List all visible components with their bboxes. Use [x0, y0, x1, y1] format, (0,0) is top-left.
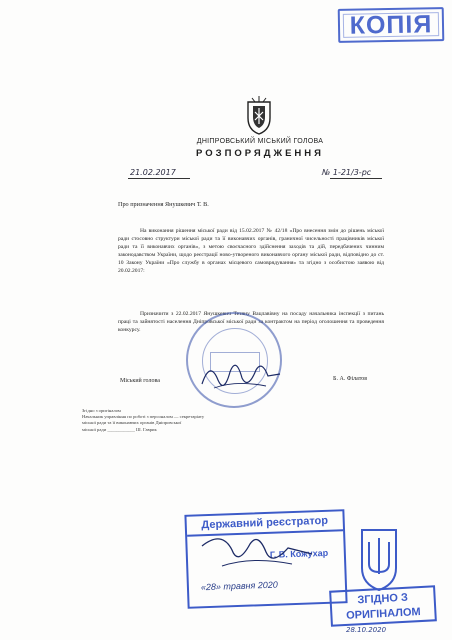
document-type: РОЗПОРЯДЖЕННЯ	[196, 148, 324, 159]
mayor-signature	[196, 350, 286, 400]
trident-icon	[356, 524, 402, 594]
registrar-signature	[192, 526, 342, 586]
copy-stamp: КОПІЯ	[338, 7, 445, 43]
order-subject: Про призначення Янушкевич Т. В.	[118, 201, 209, 208]
registrar-title: Державний реєстратор	[186, 511, 343, 536]
date-underline	[128, 178, 190, 179]
approval-line: міської ради та її виконавчих органів Дніпровської	[82, 420, 182, 426]
original-conformity-stamp	[329, 585, 437, 626]
number-underline	[330, 178, 382, 179]
original-stamp-line: ЗГІДНО З	[357, 591, 409, 607]
order-body: Призначити з 22.02.2017 Янушкевич Тетяну Вацлавівну на посаду начальника інспекції з питань праці та зайнятості населення Дніпровської міської ради за контрактом на період оголошення та проведення конкурсу.	[118, 311, 384, 333]
registrar-date: «28» травня 2020	[200, 579, 278, 593]
order-preamble: На виконання рішення міської ради від 15.02.2017 № 42/18 «Про внесення змін до рішень міської ради стосовно структури міської ради та її виконавчих органів, граничної чисельності працівників міської ради та її виконавчих органів», з метою своєчасного здійснення заходів та дій, передбачених чинним законодавством України, щодо реєстрації ново-утвореного виконавчого органу міської ради, відповідно до ст. 10 Закону України «Про службу в органах місцевого самоврядування» та згідно з особистою заявою від 20.02.2017:	[118, 228, 384, 274]
original-stamp-date: 28.10.2020	[346, 626, 387, 634]
order-date: 21.02.2017	[130, 168, 176, 177]
approval-line: Начальник управління по роботі з персоналом — секретаріату	[82, 414, 205, 420]
original-stamp-line: ОРИГІНАЛОМ	[345, 606, 421, 622]
approval-line: міської ради ____________ Ш. Гаврик	[82, 426, 157, 432]
approval-block	[82, 408, 282, 433]
signatory-position: Міський голова	[120, 378, 160, 384]
approval-line: Згідно з оригіналом	[82, 408, 121, 413]
order-number: № 1-21/3-рс	[322, 168, 372, 177]
council-title: ДНІПРОВСЬКИЙ МІСЬКИЙ ГОЛОВА	[196, 138, 324, 145]
signatory-name: Б. А. Філатов	[333, 376, 368, 382]
coat-of-arms-icon	[244, 96, 274, 136]
registrar-name: Г. В. Кожухар	[269, 547, 329, 560]
